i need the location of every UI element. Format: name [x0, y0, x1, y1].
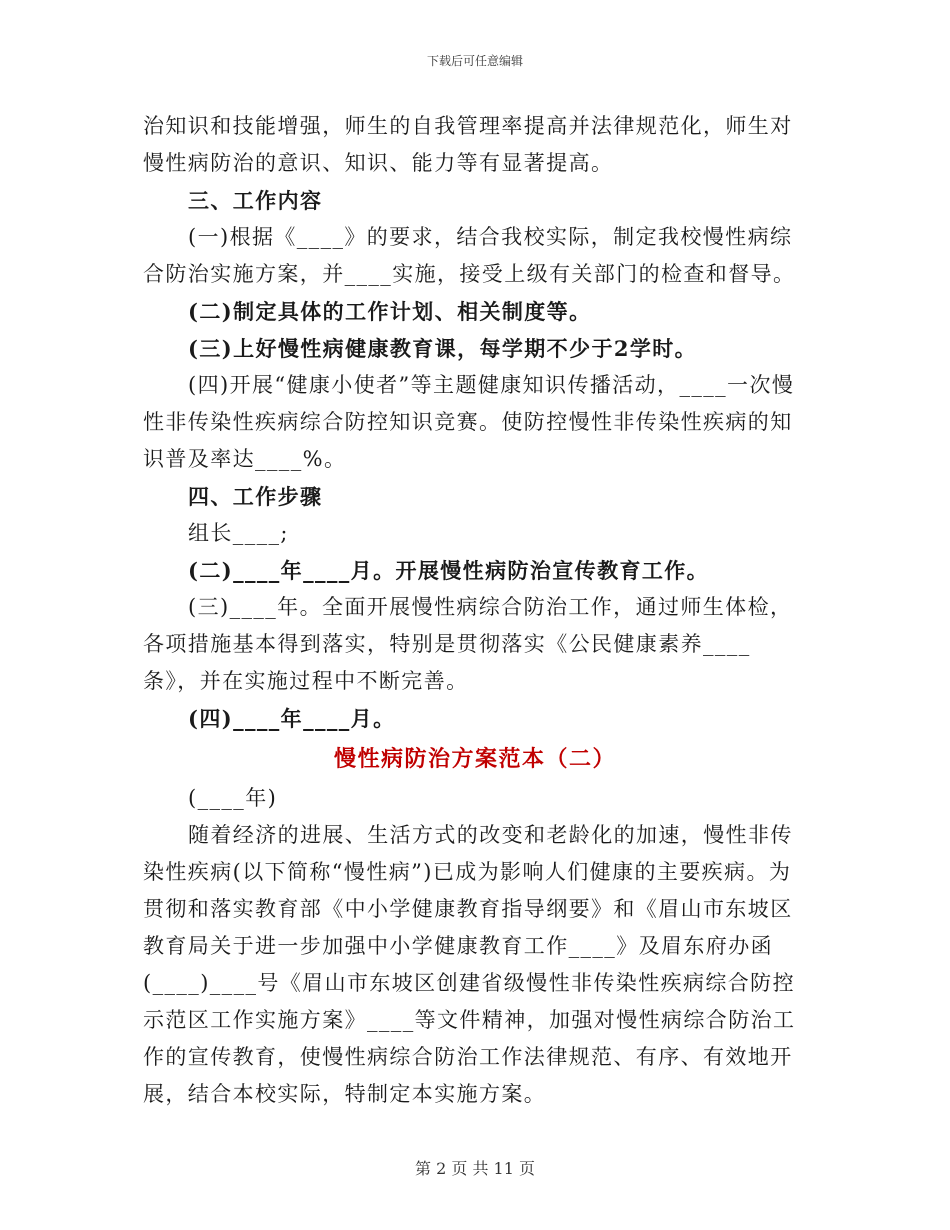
paragraph-step-2: (二)____年____月。开展慢性病防治宣传教育工作。 — [188, 558, 710, 583]
paragraph-intro: 随着经济的进展、生活方式的改变和老龄化的加速，慢性非传染性疾病(以下简称“慢性病”)已成为影响人们健康的主要疾病。为贯彻和落实教育部《中小学健康教育指导纲要》和《眉山市东坡区教育局关于进一步加强中小学健康教育工作____》及眉东府办函(____)____号《眉山市东坡区创建省级慢性非传染性疾病综合防控示范区工作实施方案》____等文件精神，加强对慢性病综合防治工作的宣传教育，使慢性病综合防治工作法律规范、有序、有效地开展，结合本校实际，特制定本实施方案。 — [143, 823, 796, 1106]
heading-work-content: 三、工作内容 — [188, 188, 323, 213]
paragraph-step-4: (四)____年____月。 — [188, 706, 396, 731]
paragraph-continuation: 治知识和技能增强，师生的自我管理率提高并法律规范化，师生对慢性病防治的意识、知识、能力等有显著提高。 — [143, 114, 793, 175]
heading-work-steps: 四、工作步骤 — [188, 484, 323, 509]
paragraph-item-1: (一)根据《____》的要求，结合我校实际，制定我校慢性病综合防治实施方案，并____实施，接受上级有关部门的检查和督导。 — [143, 225, 796, 286]
paragraph-item-4: (四)开展“健康小使者”等主题健康知识传播活动，____一次慢性非传染性疾病综合防控知识竞赛。使防控慢性非传染性疾病的知识普及率达____%。 — [143, 373, 795, 471]
paragraph-year: (____年) — [188, 786, 278, 810]
document-body — [143, 108, 807, 1113]
paragraph-item-3: (三)上好慢性病健康教育课，每学期不少于2学时。 — [188, 336, 698, 361]
section-title: 慢性病防治方案范本（二） — [333, 746, 616, 772]
page-header: 下载后可任意编辑 — [426, 54, 523, 68]
paragraph-step-3: (三)____年。全面开展慢性病综合防治工作，通过师生体检，各项措施基本得到落实，特别是贯彻落实《公民健康素养____条》，并在实施过程中不断完善。 — [143, 595, 793, 693]
page-footer: 第 2 页 共 11 页 — [415, 1159, 535, 1178]
paragraph-team-leader: 组长____; — [188, 521, 289, 545]
paragraph-item-2: (二)制定具体的工作计划、相关制度等。 — [188, 299, 592, 324]
